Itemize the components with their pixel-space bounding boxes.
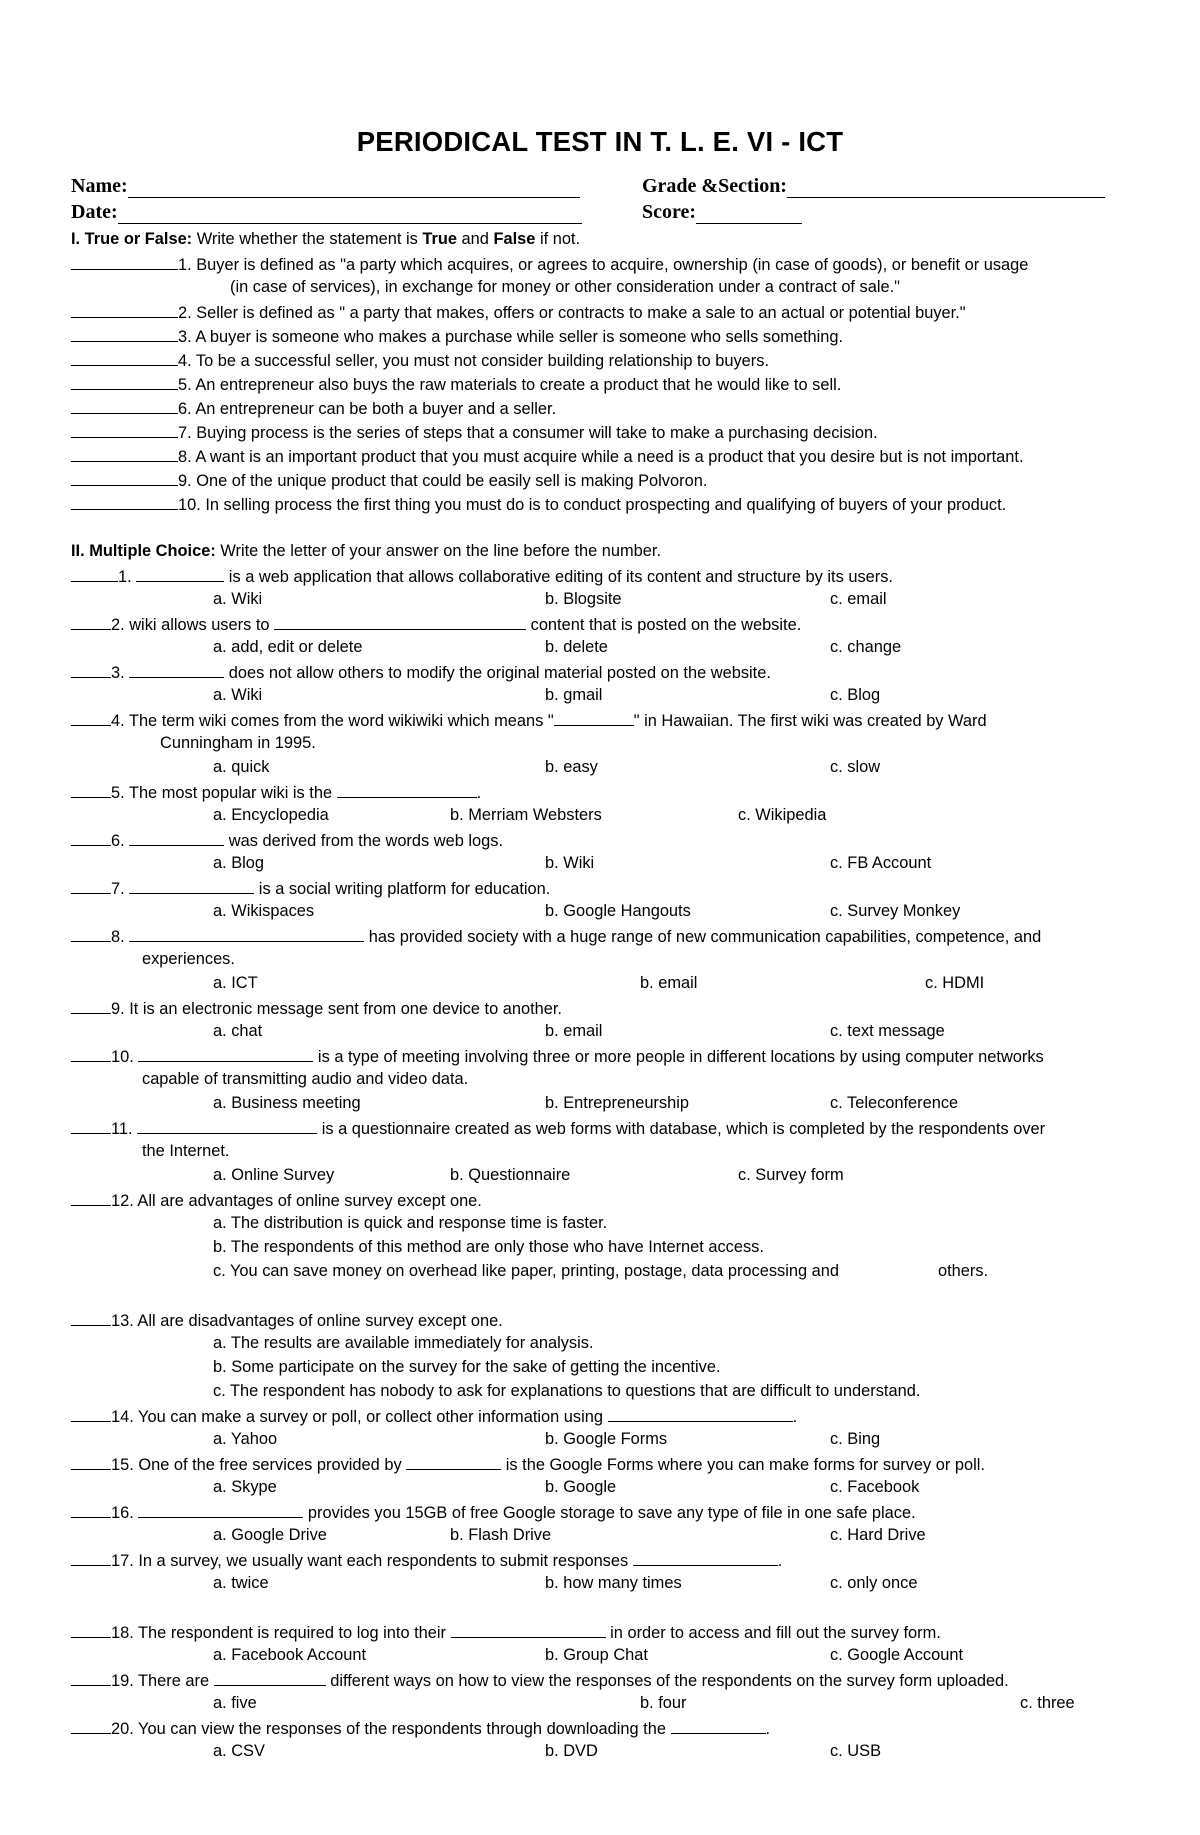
question-text: . (765, 1720, 771, 1738)
choice-b: b. Some participate on the survey for the sake of getting the incentive. (213, 1358, 721, 1376)
question-stem: 18. The respondent is required to log into their (111, 1624, 447, 1642)
choice-b: b. email (545, 1022, 603, 1040)
choice-a: a. twice (213, 1574, 269, 1592)
list-item (71, 373, 841, 395)
answer-blank[interactable] (71, 301, 178, 318)
list-item (71, 253, 1028, 275)
page-title: PERIODICAL TEST IN T. L. E. VI - ICT (356, 126, 844, 157)
part2-heading (71, 541, 661, 563)
question-text: was derived from the words web logs. (228, 832, 504, 850)
question-11 (71, 1117, 1045, 1139)
choice-c: c. Survey form (738, 1166, 844, 1184)
part1-instruction-c: if not. (539, 230, 581, 248)
question-12 (71, 1189, 482, 1211)
list-item (71, 325, 843, 347)
choice-b: b. Wiki (545, 854, 595, 872)
question-19 (71, 1669, 1009, 1691)
answer-blank[interactable] (71, 1501, 111, 1518)
list-item (71, 469, 707, 491)
choice-a: a. ICT (213, 974, 258, 992)
choice-b: b. Google (545, 1478, 617, 1496)
question-stem: 19. There are (111, 1672, 210, 1690)
question-stem: 11. (111, 1120, 133, 1138)
answer-blank[interactable] (71, 709, 111, 726)
choice-a: a. add, edit or delete (213, 638, 363, 656)
choice-b: b. how many times (545, 1574, 682, 1592)
question-stem: 4. The term wiki comes from the word wikiwiki which means " (111, 712, 554, 730)
choice-a: a. Blog (213, 854, 265, 872)
question-stem: 7. (111, 880, 125, 898)
question-text: does not allow others to modify the original material posted on the website. (228, 664, 771, 682)
question-text: different ways on how to view the responses of the respondents on the survey form uploaded. (330, 1672, 1009, 1690)
question-stem: 9. It is an electronic message sent from one device to another. (111, 1000, 562, 1018)
question-text: has provided society with a huge range of new communication capabilities, competence, and (368, 928, 1042, 946)
question-5 (71, 781, 481, 803)
answer-blank[interactable] (71, 469, 178, 486)
answer-blank[interactable] (71, 613, 111, 630)
question-stem: 16. (111, 1504, 134, 1522)
part2-instruction: Write the letter of your answer on the line before the number. (220, 542, 662, 560)
choice-c: c. HDMI (925, 974, 985, 992)
tf-statement: 1. Buyer is defined as "a party which acquires, or agrees to acquire, ownership (in case of goods), or benefit or usage (178, 256, 1029, 274)
fill-blank (129, 829, 224, 846)
choice-a: a. five (213, 1694, 257, 1712)
question-13 (71, 1309, 503, 1331)
choice-a: a. Facebook Account (213, 1646, 367, 1664)
part1-instruction-b: and (461, 230, 489, 248)
question-stem: 15. One of the free services provided by (111, 1456, 402, 1474)
choice-b: b. gmail (545, 686, 603, 704)
question-text: is a type of meeting involving three or more people in different locations by using computer networks (317, 1048, 1044, 1066)
fill-blank (337, 781, 477, 798)
tf-statement: 9. One of the unique product that could be easily sell is making Polvoron. (178, 472, 708, 490)
list-item (71, 421, 878, 443)
tf-statement: 2. Seller is defined as " a party that makes, offers or contracts to make a sale to an actual or potential buyer." (178, 304, 966, 322)
question-stem: 3. (111, 664, 125, 682)
choice-b: b. Merriam Websters (450, 806, 602, 824)
fill-blank (214, 1669, 326, 1686)
answer-blank[interactable] (71, 1669, 111, 1686)
date-line[interactable] (118, 203, 582, 224)
question-7 (71, 877, 550, 899)
question-stem: 5. The most popular wiki is the (111, 784, 333, 802)
question-14 (71, 1405, 797, 1427)
list-item (71, 349, 769, 371)
question-4 (71, 709, 987, 731)
choice-c: c. The respondent has nobody to ask for explanations to questions that are difficult to understand. (213, 1382, 921, 1400)
choice-b: b. Flash Drive (450, 1526, 552, 1544)
choice-a: a. chat (213, 1022, 263, 1040)
choice-a: a. Online Survey (213, 1166, 335, 1184)
choice-c: c. change (830, 638, 902, 656)
name-label: Name: (71, 175, 128, 197)
choice-a: a. The results are available immediately for analysis. (213, 1334, 594, 1352)
choice-b: b. email (640, 974, 698, 992)
question-stem: 2. wiki allows users to (111, 616, 270, 634)
tf-statement: 5. An entrepreneur also buys the raw materials to create a product that he would like to sell. (178, 376, 842, 394)
answer-blank[interactable] (71, 349, 178, 366)
question-17 (71, 1549, 782, 1571)
choice-c: c. Teleconference (830, 1094, 959, 1112)
choice-c: c. email (830, 590, 887, 608)
choice-a: a. Skype (213, 1478, 277, 1496)
score-line[interactable] (696, 203, 802, 224)
question-text: is a social writing platform for education. (258, 880, 551, 898)
choice-c: c. Facebook (830, 1478, 920, 1496)
answer-blank[interactable] (71, 781, 111, 798)
fill-blank (406, 1453, 501, 1470)
tf-statement: 8. A want is an important product that you must acquire while a need is a product that you desire but is not important. (178, 448, 1024, 466)
list-item (230, 277, 900, 299)
choice-c: c. only once (830, 1574, 918, 1592)
question-text: . (777, 1552, 783, 1570)
question-3 (71, 661, 771, 683)
question-stem: 6. (111, 832, 125, 850)
answer-blank[interactable] (71, 565, 118, 582)
choice-a: a. Wikispaces (213, 902, 315, 920)
question-8 (71, 925, 1041, 947)
answer-blank[interactable] (71, 373, 178, 390)
choice-c: c. slow (830, 758, 881, 776)
part1-true-word: True (422, 230, 457, 248)
fill-blank (608, 1405, 793, 1422)
question-text-cont: capable of transmitting audio and video data. (142, 1070, 469, 1088)
question-stem: 10. (111, 1048, 134, 1066)
fill-blank (451, 1621, 606, 1638)
question-15 (71, 1453, 985, 1475)
answer-blank[interactable] (71, 1405, 111, 1422)
date-field-row (71, 201, 582, 224)
choice-b: b. delete (545, 638, 608, 656)
choice-a: a. Google Drive (213, 1526, 327, 1544)
tf-statement: 3. A buyer is someone who makes a purchase while seller is someone who sells something. (178, 328, 844, 346)
fill-blank (136, 565, 224, 582)
question-text: . (476, 784, 482, 802)
choice-b: b. Questionnaire (450, 1166, 571, 1184)
tf-statement: 7. Buying process is the series of steps that a consumer will take to make a purchasing decision. (178, 424, 878, 442)
list-item (71, 397, 556, 419)
list-item (71, 445, 1024, 467)
question-1 (71, 565, 893, 587)
choice-b: b. Google Forms (545, 1430, 668, 1448)
name-line[interactable] (128, 177, 580, 198)
choice-c: c. You can save money on overhead like paper, printing, postage, data processing and (213, 1262, 840, 1280)
question-text: provides you 15GB of free Google storage to save any type of file in one safe place. (307, 1504, 916, 1522)
answer-blank[interactable] (71, 325, 178, 342)
choice-c: c. USB (830, 1742, 882, 1760)
question-text: in order to access and fill out the survey form. (610, 1624, 941, 1642)
answer-blank[interactable] (71, 1117, 111, 1134)
choice-b: b. four (640, 1694, 687, 1712)
tf-statement-cont: (in case of services), in exchange for money or other consideration under a contract of sale." (230, 278, 900, 296)
answer-blank[interactable] (71, 421, 178, 438)
question-stem: 12. All are advantages of online survey except one. (111, 1192, 482, 1210)
date-label: Date: (71, 201, 118, 223)
grade-field-row (642, 175, 1105, 198)
answer-blank[interactable] (71, 661, 111, 678)
choice-a: a. CSV (213, 1742, 265, 1760)
question-text: is a web application that allows collaborative editing of its content and structure by its users. (228, 568, 893, 586)
choice-b: b. The respondents of this method are only those who have Internet access. (213, 1238, 764, 1256)
fill-blank (274, 613, 526, 630)
question-text: is the Google Forms where you can make forms for survey or poll. (505, 1456, 985, 1474)
fill-blank (633, 1549, 778, 1566)
choice-c: c. Google Account (830, 1646, 964, 1664)
question-text: " in Hawaiian. The first wiki was created by Ward (633, 712, 987, 730)
question-10 (71, 1045, 1044, 1067)
part1-heading (71, 229, 580, 251)
choice-c: c. Wikipedia (738, 806, 827, 824)
choice-b: b. Entrepreneurship (545, 1094, 689, 1112)
answer-blank[interactable] (71, 1453, 111, 1470)
answer-blank[interactable] (71, 1549, 111, 1566)
question-9 (71, 997, 562, 1019)
answer-blank[interactable] (71, 997, 111, 1014)
answer-blank[interactable] (71, 493, 178, 510)
list-item (71, 493, 1006, 515)
part1-false-word: False (493, 230, 536, 248)
choice-a: a. Encyclopedia (213, 806, 329, 824)
part2-title: II. Multiple Choice: (71, 542, 216, 560)
question-text: content that is posted on the website. (530, 616, 802, 634)
choice-c: c. Survey Monkey (830, 902, 961, 920)
choice-b: b. easy (545, 758, 598, 776)
answer-blank[interactable] (71, 925, 111, 942)
question-stem: 1. (118, 568, 132, 586)
answer-blank[interactable] (71, 829, 111, 846)
choice-c: c. Blog (830, 686, 881, 704)
question-16 (71, 1501, 916, 1523)
question-stem: 14. You can make a survey or poll, or collect other information using (111, 1408, 603, 1426)
answer-blank[interactable] (71, 1045, 111, 1062)
choice-b: b. Group Chat (545, 1646, 648, 1664)
name-field-row (71, 175, 580, 198)
question-text-cont: Cunningham in 1995. (160, 734, 316, 752)
fill-blank (129, 877, 254, 894)
part1-title: I. True or False: (71, 230, 193, 248)
fill-blank (129, 925, 364, 942)
fill-blank (137, 1117, 317, 1134)
answer-blank[interactable] (71, 253, 178, 270)
choice-c: c. FB Account (830, 854, 932, 872)
question-text-cont: experiences. (142, 950, 235, 968)
choice-c: c. three (1020, 1694, 1075, 1712)
choice-c-cont: others. (938, 1262, 989, 1280)
fill-blank (138, 1501, 303, 1518)
answer-blank[interactable] (71, 877, 111, 894)
score-label: Score: (642, 201, 697, 223)
tf-statement: 10. In selling process the first thing you must do is to conduct prospecting and qualifying of buyers of your product. (178, 496, 1007, 514)
question-text: is a questionnaire created as web forms with database, which is completed by the respondents over (321, 1120, 1046, 1138)
choice-b: b. Google Hangouts (545, 902, 691, 920)
choice-b: b. DVD (545, 1742, 598, 1760)
list-item (71, 301, 966, 323)
part1-instruction-a: Write whether the statement is (196, 230, 418, 248)
fill-blank (671, 1717, 766, 1734)
choice-a: a. Wiki (213, 590, 263, 608)
question-6 (71, 829, 503, 851)
question-stem: 20. You can view the responses of the respondents through downloading the (111, 1720, 666, 1738)
score-field-row (642, 201, 802, 224)
fill-blank (554, 709, 634, 726)
question-20 (71, 1717, 770, 1739)
question-stem: 8. (111, 928, 125, 946)
choice-b: b. Blogsite (545, 590, 622, 608)
choice-a: a. Yahoo (213, 1430, 278, 1448)
choice-a: a. Business meeting (213, 1094, 361, 1112)
answer-blank[interactable] (71, 1717, 111, 1734)
fill-blank (138, 1045, 313, 1062)
choice-a: a. The distribution is quick and response time is faster. (213, 1214, 608, 1232)
answer-blank[interactable] (71, 397, 178, 414)
question-2 (71, 613, 801, 635)
choice-c: c. Hard Drive (830, 1526, 926, 1544)
choice-c: c. text message (830, 1022, 945, 1040)
tf-statement: 4. To be a successful seller, you must not consider building relationship to buyers. (178, 352, 769, 370)
question-text: . (792, 1408, 798, 1426)
grade-section-label: Grade &Section: (642, 175, 787, 197)
question-stem: 13. All are disadvantages of online survey except one. (111, 1312, 503, 1330)
question-text-cont: the Internet. (142, 1142, 230, 1160)
answer-blank[interactable] (71, 1309, 111, 1326)
question-stem: 17. In a survey, we usually want each respondents to submit responses (111, 1552, 629, 1570)
tf-statement: 6. An entrepreneur can be both a buyer and a seller. (178, 400, 557, 418)
choice-a: a. quick (213, 758, 270, 776)
choice-c: c. Bing (830, 1430, 881, 1448)
choice-a: a. Wiki (213, 686, 263, 704)
answer-blank[interactable] (71, 1621, 111, 1638)
question-18 (71, 1621, 941, 1643)
fill-blank (129, 661, 224, 678)
answer-blank[interactable] (71, 445, 178, 462)
answer-blank[interactable] (71, 1189, 111, 1206)
grade-section-line[interactable] (787, 177, 1105, 198)
